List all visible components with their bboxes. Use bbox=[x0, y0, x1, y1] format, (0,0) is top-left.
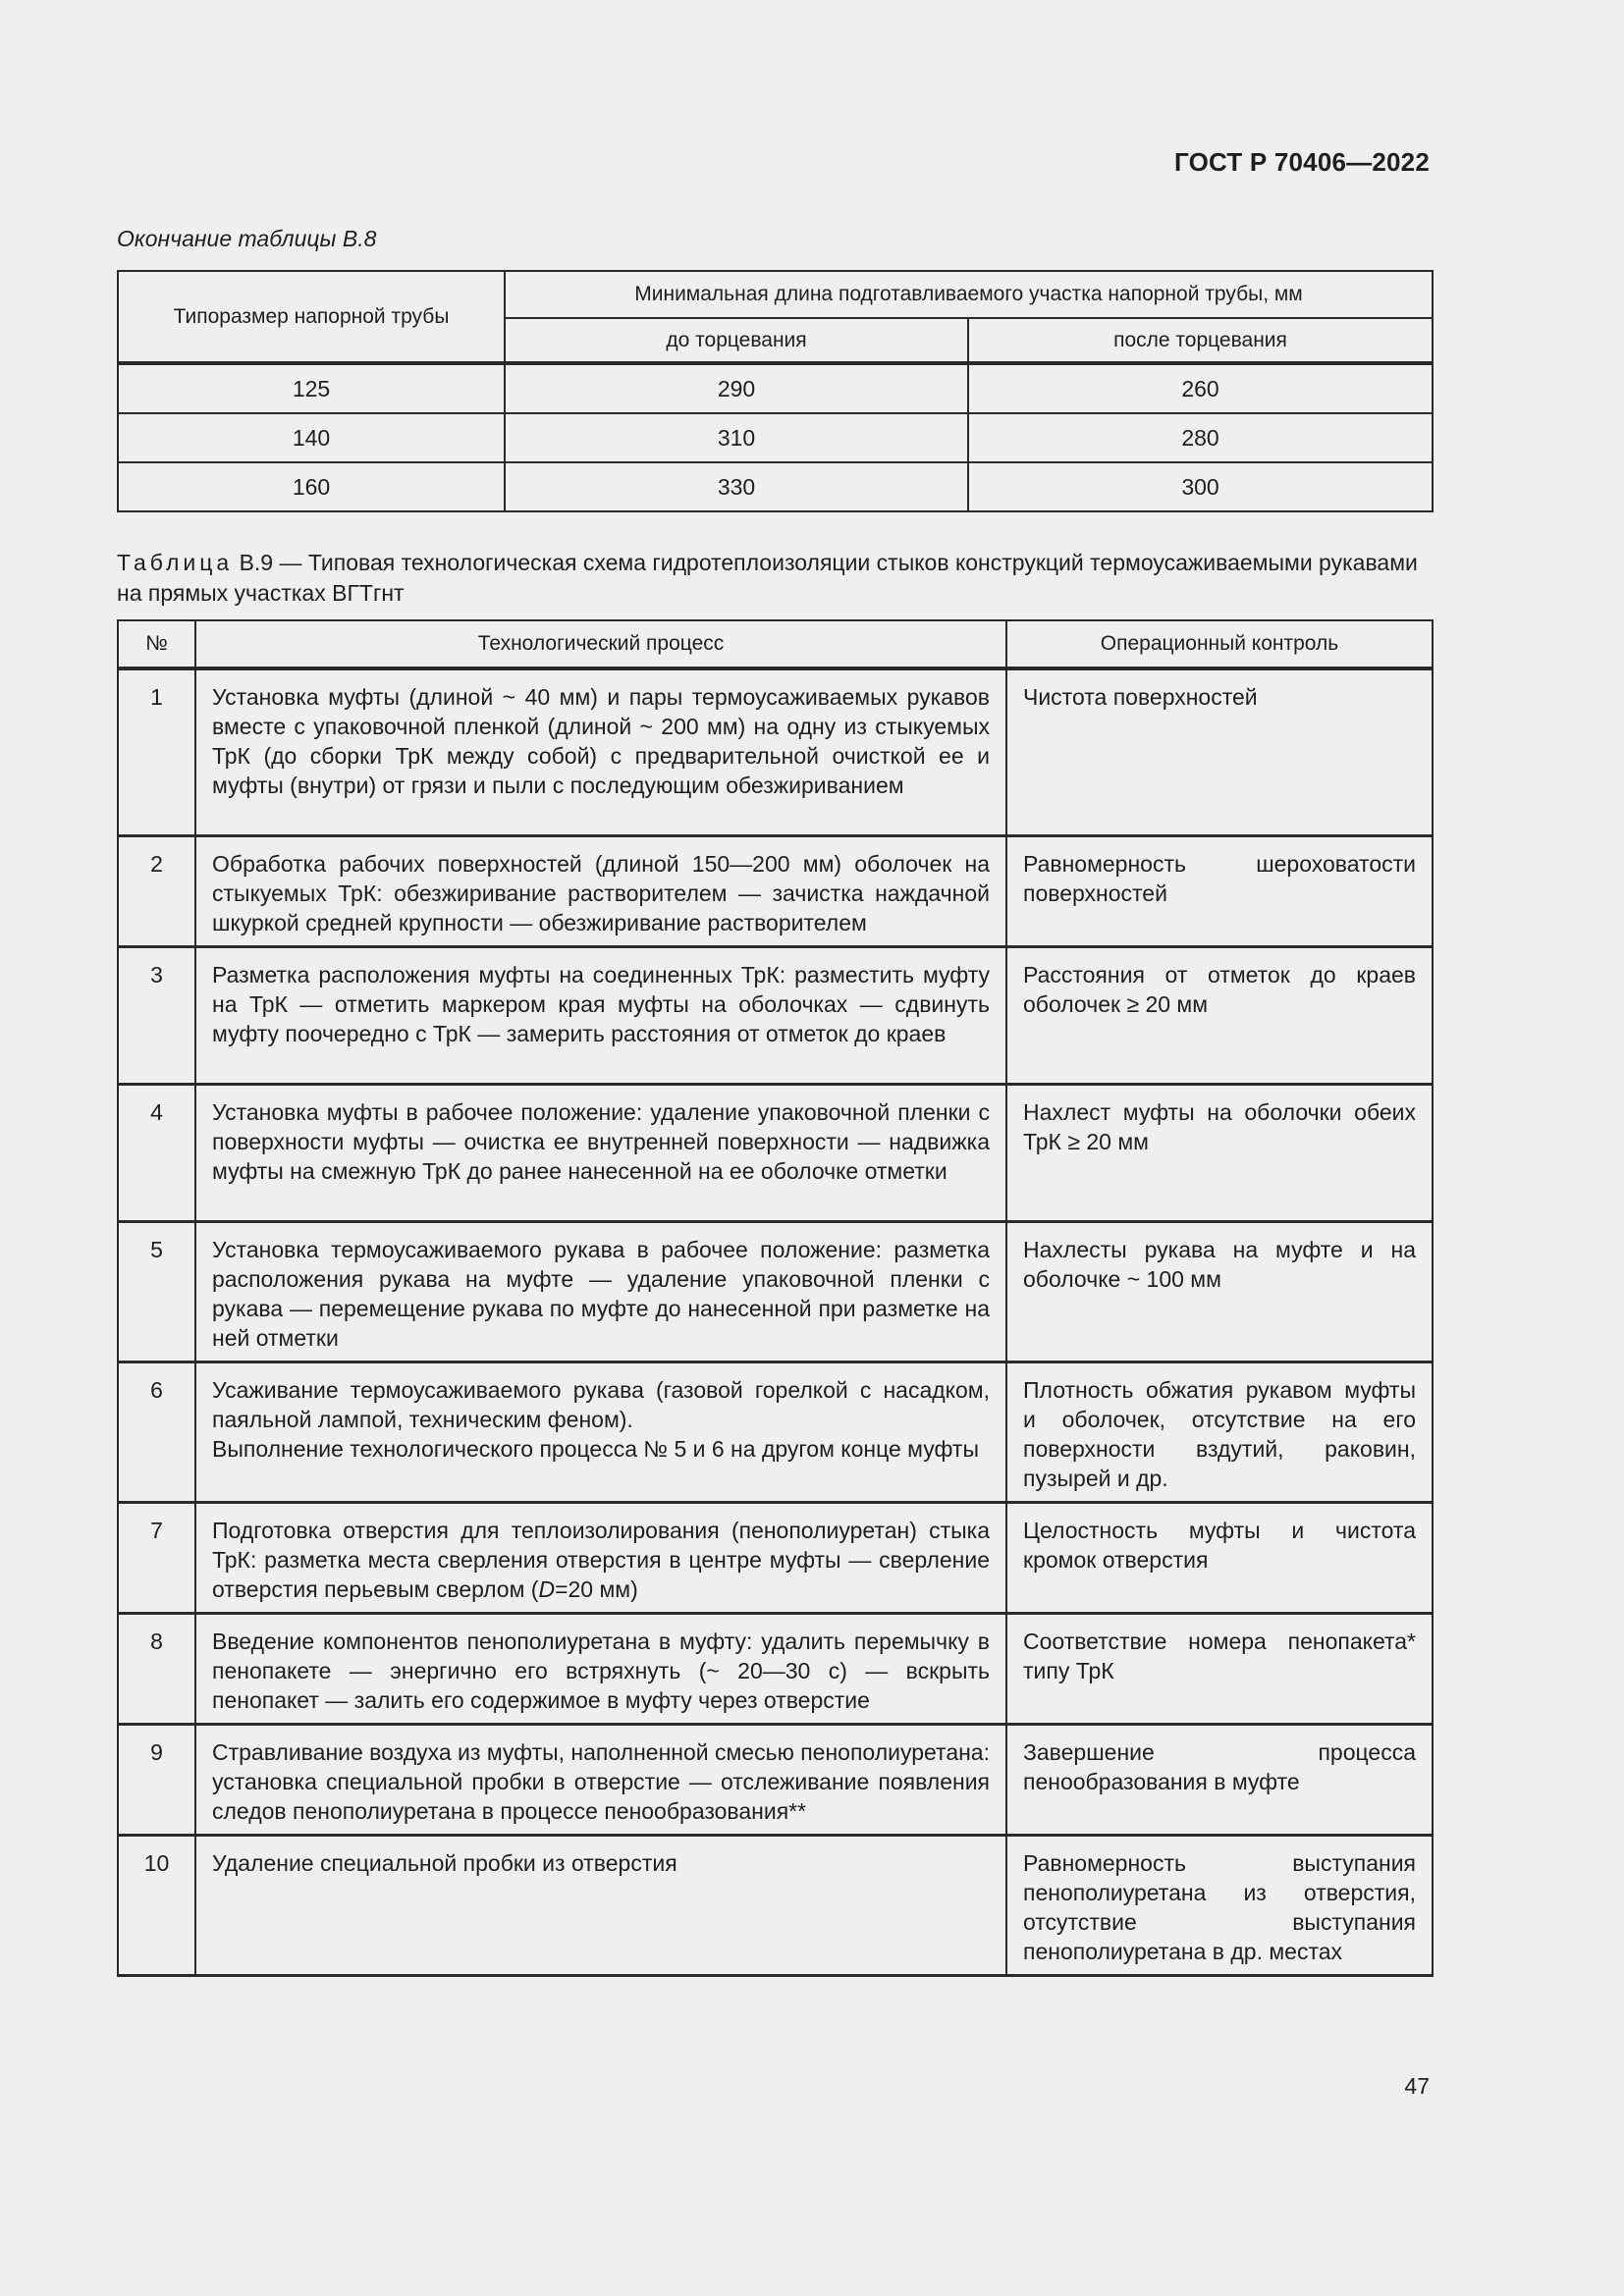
step-process: Обработка рабочих поверхностей (длиной 150—200 мм) оболочек на стыкуемых ТрК: обезжиривание растворителем — зачистка наждачной шкуркой средней крупности — обезжиривание растворителем bbox=[195, 835, 1006, 946]
cell-after: 280 bbox=[968, 413, 1433, 462]
step-number: 4 bbox=[118, 1084, 195, 1221]
header-process: Технологический процесс bbox=[195, 620, 1006, 668]
step-control: Равномерность выступания пенополиуретана из отверстия, отсутствие выступания пенополиуретана в др. местах bbox=[1006, 1835, 1433, 1975]
cell-before: 310 bbox=[505, 413, 968, 462]
header-pipe-size: Типоразмер напорной трубы bbox=[118, 271, 505, 363]
table-row bbox=[118, 462, 1433, 511]
table-b8 bbox=[117, 270, 1434, 512]
table-row bbox=[118, 363, 1433, 413]
cell-size: 140 bbox=[118, 413, 505, 462]
step-process: Установка термоусаживаемого рукава в рабочее положение: разметка расположения рукава на муфте — удаление упаковочной пленки с рукава — перемещение рукава по муфте до нанесенной при разметке на ней отметки bbox=[195, 1221, 1006, 1362]
table-row bbox=[118, 1613, 1433, 1724]
header-number: № bbox=[118, 620, 195, 668]
header-min-length: Минимальная длина подготавливаемого участка напорной трубы, мм bbox=[505, 271, 1433, 318]
page-number: 47 bbox=[1404, 2073, 1430, 2099]
table-b9 bbox=[117, 619, 1434, 1977]
step-process: Стравливание воздуха из муфты, наполненной смесью пенополиуретана: установка специальной пробки в отверстие — отслеживание появления следов пенополиуретана в процессе пенообразования** bbox=[195, 1724, 1006, 1835]
cell-size: 160 bbox=[118, 462, 505, 511]
step-process bbox=[195, 1362, 1006, 1502]
step-number: 6 bbox=[118, 1362, 195, 1502]
step-number: 2 bbox=[118, 835, 195, 946]
step-process: Удаление специальной пробки из отверстия bbox=[195, 1835, 1006, 1975]
header-before-trimming: до торцевания bbox=[505, 318, 968, 363]
step-number: 3 bbox=[118, 946, 195, 1084]
table-label: Таблица bbox=[117, 550, 234, 575]
step-process-line: Усаживание термоусаживаемого рукава (газовой горелкой с насадком, паяльной лампой, техническим феном). bbox=[212, 1376, 990, 1432]
step-process: Разметка расположения муфты на соединенных ТрК: разместить муфту на ТрК — отметить маркером края муфты на оболочках — сдвинуть муфту поочередно с ТрК — замерить расстояния от отметок до краев bbox=[195, 946, 1006, 1084]
step-number: 10 bbox=[118, 1835, 195, 1975]
table-row bbox=[118, 668, 1433, 835]
table-row bbox=[118, 413, 1433, 462]
step-control: Целостность муфты и чистота кромок отверстия bbox=[1006, 1502, 1433, 1613]
step-number: 9 bbox=[118, 1724, 195, 1835]
step-control: Нахлест муфты на оболочки обеих ТрК ≥ 20 мм bbox=[1006, 1084, 1433, 1221]
table-row bbox=[118, 1221, 1433, 1362]
table-title-text: В.9 — Типовая технологическая схема гидротеплоизоляции стыков конструкций термоусаживаемыми рукавами на прямых участках ВГТгнт bbox=[117, 550, 1418, 606]
step-number: 1 bbox=[118, 668, 195, 835]
step-process: Установка муфты (длиной ~ 40 мм) и пары термоусаживаемых рукавов вместе с упаковочной пленкой (длиной ~ 200 мм) на одну из стыкуемых ТрК (до сборки ТрК между собой) с предварительной очисткой ее и муфты (внутри) от грязи и пыли с последующим обезжириванием bbox=[195, 668, 1006, 835]
header-control: Операционный контроль bbox=[1006, 620, 1433, 668]
table-row bbox=[118, 835, 1433, 946]
cell-after: 300 bbox=[968, 462, 1433, 511]
table-b9-title bbox=[117, 548, 1433, 609]
table-b8-continuation-caption: Окончание таблицы В.8 bbox=[117, 226, 377, 251]
step-control: Плотность обжатия рукавом муфты и оболочек, отсутствие на его поверхности вздутий, раковин, пузырей и др. bbox=[1006, 1362, 1433, 1502]
table-row bbox=[118, 1724, 1433, 1835]
step-process: Введение компонентов пенополиуретана в муфту: удалить перемычку в пенопакете — энергично его встряхнуть (~ 20—30 с) — вскрыть пенопакет — залить его содержимое в муфту через отверстие bbox=[195, 1613, 1006, 1724]
table-row bbox=[118, 1835, 1433, 1975]
step-number: 7 bbox=[118, 1502, 195, 1613]
table-row bbox=[118, 1084, 1433, 1221]
table-row bbox=[118, 1362, 1433, 1502]
step-process-line: Выполнение технологического процесса № 5 и 6 на другом конце муфты bbox=[212, 1435, 979, 1462]
cell-size: 125 bbox=[118, 363, 505, 413]
step-process: Установка муфты в рабочее положение: удаление упаковочной пленки с поверхности муфты — очистка ее внутренней поверхности — надвижка муфты на смежную ТрК до ранее нанесенной на ее оболочке отметки bbox=[195, 1084, 1006, 1221]
table-row bbox=[118, 1502, 1433, 1613]
step-control: Чистота поверхностей bbox=[1006, 668, 1433, 835]
step-number: 5 bbox=[118, 1221, 195, 1362]
cell-before: 330 bbox=[505, 462, 968, 511]
cell-before: 290 bbox=[505, 363, 968, 413]
step-process-text: Подготовка отверстия для теплоизолирования (пенополиуретан) стыка ТрК: разметка места сверления отверстия в центре муфты — сверление отверстия перьевым сверлом ( bbox=[212, 1517, 990, 1602]
step-number: 8 bbox=[118, 1613, 195, 1724]
header-after-trimming: после торцевания bbox=[968, 318, 1433, 363]
step-process-tail: =20 мм) bbox=[555, 1575, 638, 1602]
step-control: Расстояния от отметок до краев оболочек ≥ 20 мм bbox=[1006, 946, 1433, 1084]
step-control: Соответствие номера пенопакета* типу ТрК bbox=[1006, 1613, 1433, 1724]
table-row bbox=[118, 946, 1433, 1084]
drill-diameter-symbol: D bbox=[538, 1575, 556, 1602]
standard-designation: ГОСТ Р 70406—2022 bbox=[1174, 147, 1430, 177]
step-control: Нахлесты рукава на муфте и на оболочке ~ 100 мм bbox=[1006, 1221, 1433, 1362]
step-process bbox=[195, 1502, 1006, 1613]
cell-after: 260 bbox=[968, 363, 1433, 413]
step-control: Равномерность шероховатости поверхностей bbox=[1006, 835, 1433, 946]
step-control: Завершение процесса пенообразования в муфте bbox=[1006, 1724, 1433, 1835]
